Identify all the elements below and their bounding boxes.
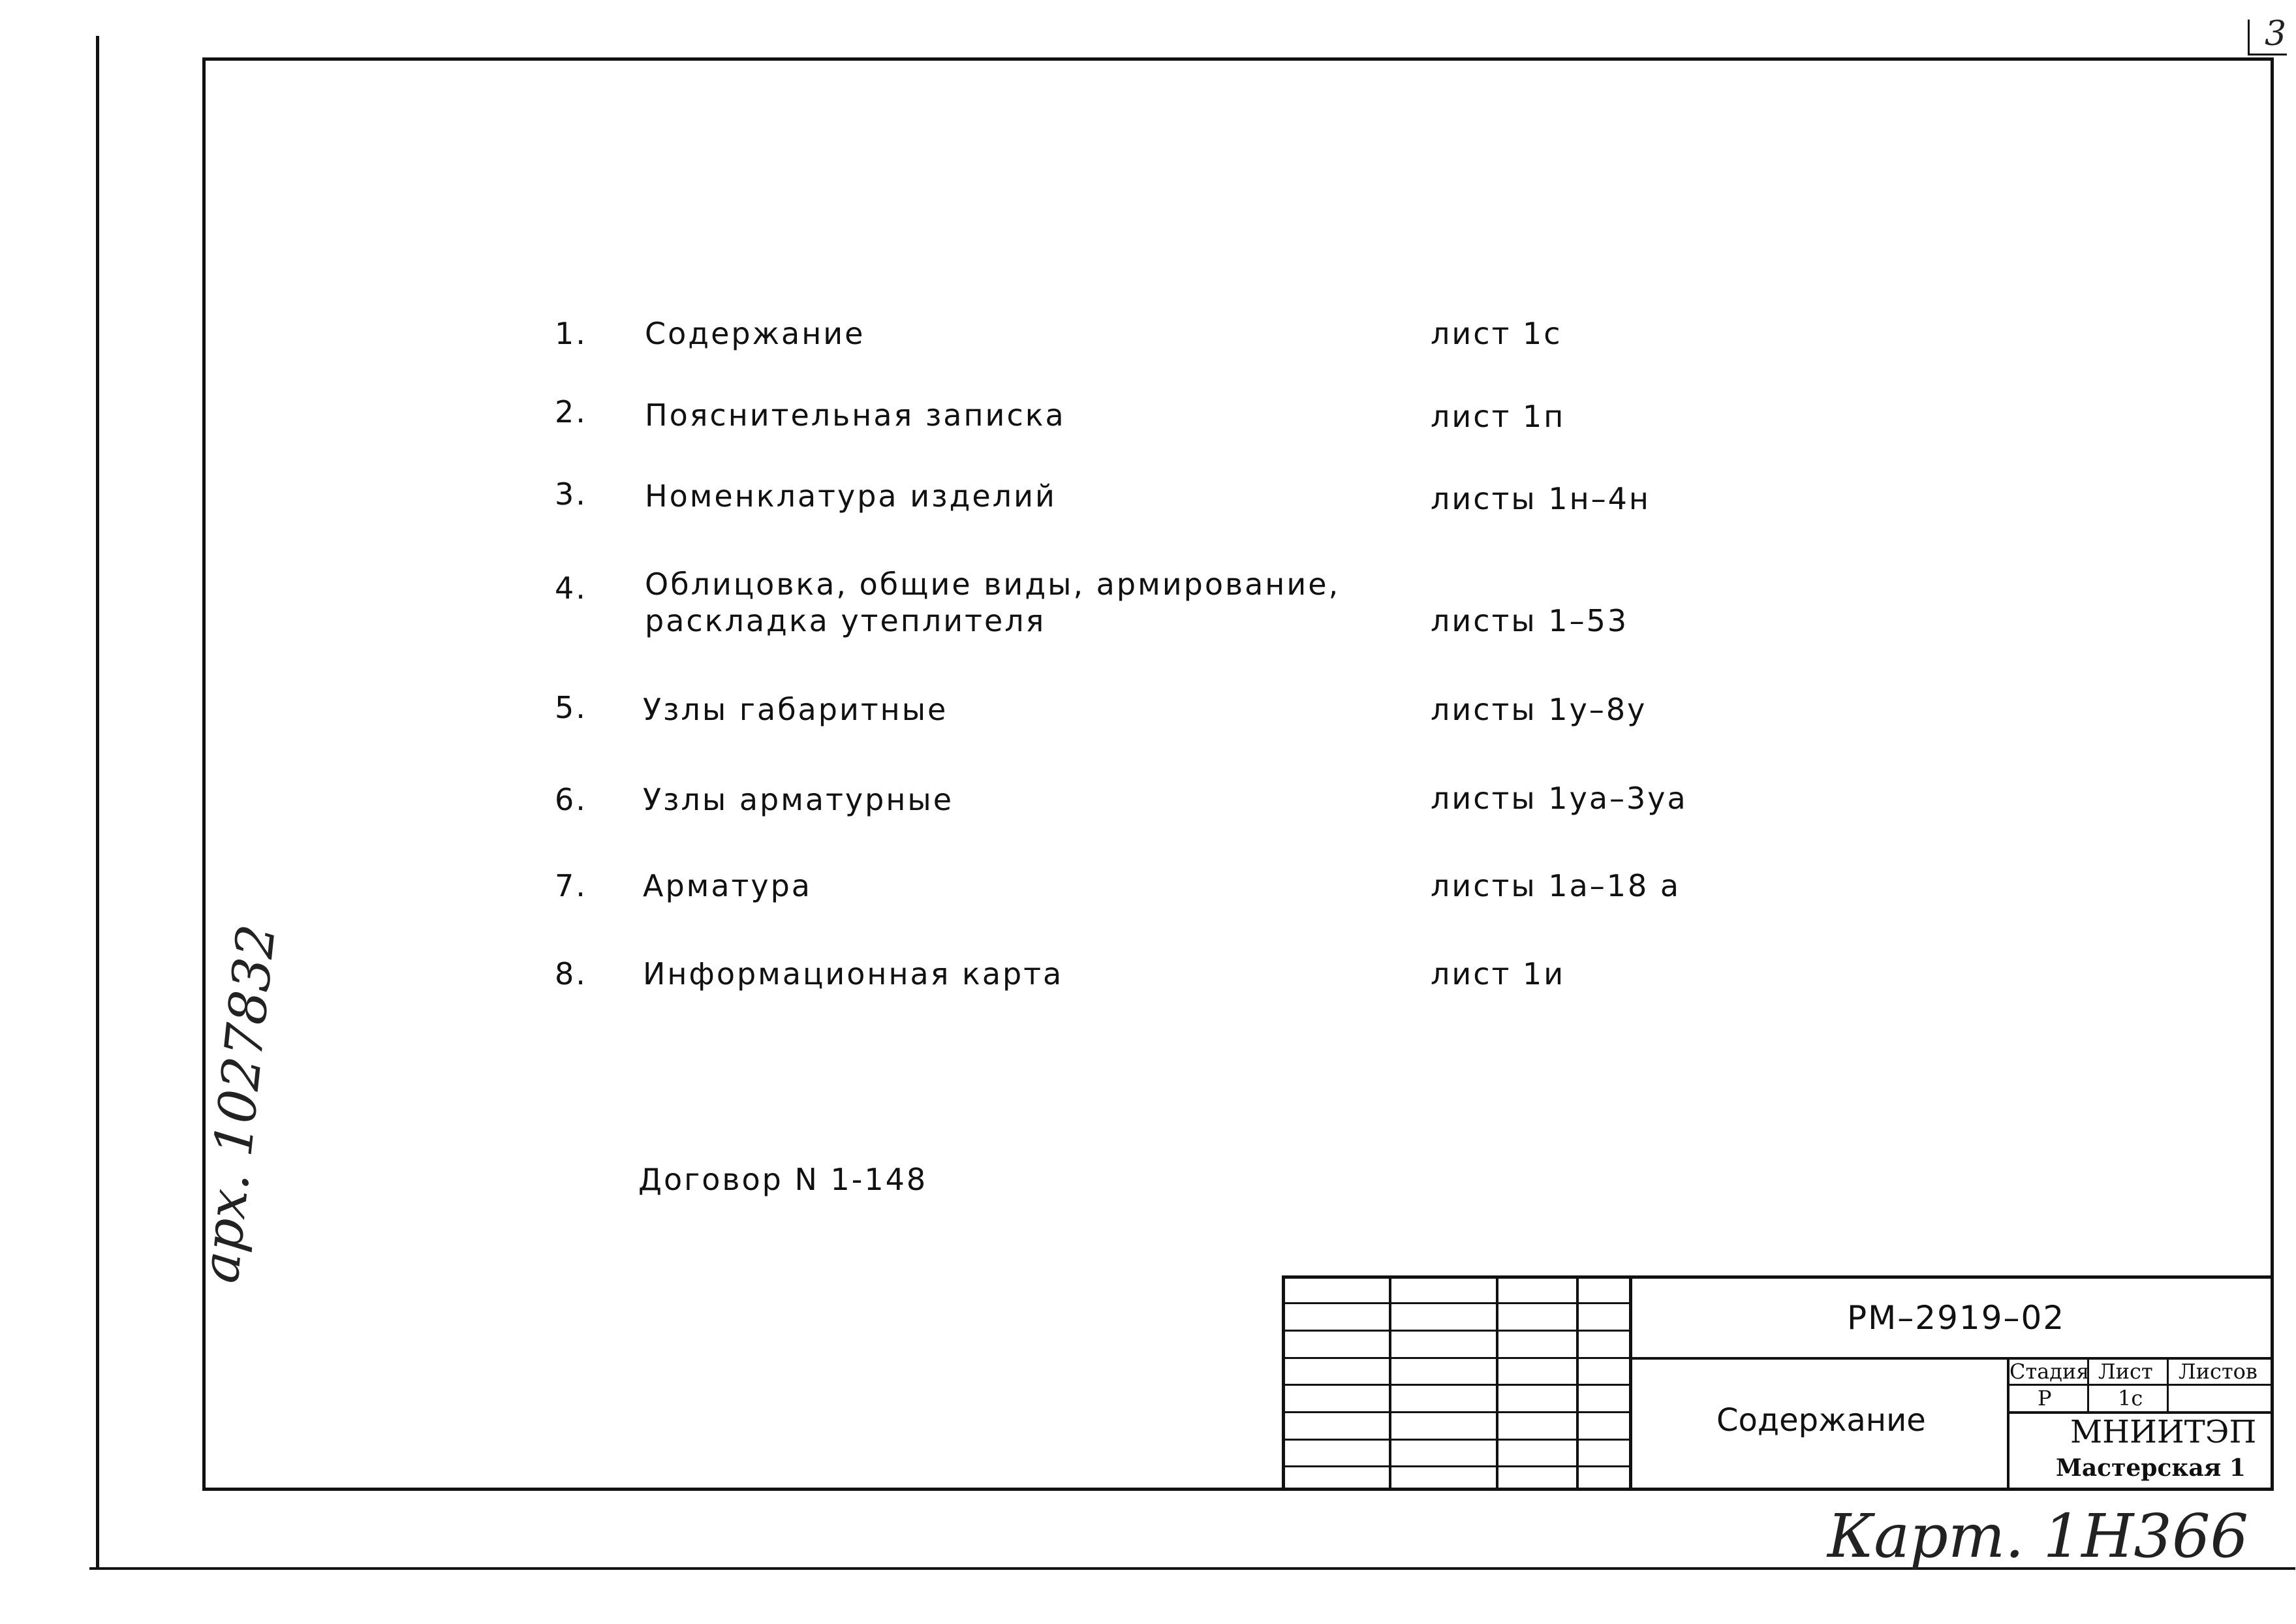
- contract-number: Договор N 1-148: [638, 1162, 928, 1197]
- stage-value: Р: [2038, 1386, 2052, 1411]
- toc-item-sheet: листы 1у–8у: [1431, 692, 1647, 727]
- toc-item-title: Номенклатура изделий: [645, 478, 1057, 514]
- sheet-value: 1с: [2118, 1386, 2143, 1411]
- toc-item-title: Узлы габаритные: [643, 692, 948, 727]
- toc-item-sheet: лист 1и: [1431, 956, 1566, 992]
- grid-hline: [1282, 1411, 1630, 1413]
- archive-note: арх. 1027832: [189, 921, 288, 1286]
- grid-vline: [1496, 1275, 1498, 1491]
- sheets-label: Листов: [2179, 1359, 2257, 1384]
- stage-col-line: [2167, 1357, 2169, 1413]
- toc-item-title: Пояснительная записка: [645, 398, 1066, 433]
- grid-vline: [1576, 1275, 1579, 1491]
- grid-hline: [1282, 1465, 1630, 1467]
- toc-item-number: 2.: [555, 394, 587, 429]
- toc-item-sheet: лист 1с: [1431, 316, 1562, 351]
- toc-item-title: Облицовка, общие виды, армирование,: [645, 567, 1341, 602]
- grid-hline: [1282, 1330, 1630, 1332]
- binding-line: [96, 36, 99, 1568]
- toc-item-title: Узлы арматурные: [643, 782, 954, 817]
- toc-item-sheet: листы 1уа–3уа: [1431, 781, 1688, 816]
- organization: МНИИТЭП: [2070, 1414, 2257, 1450]
- grid-vline: [1629, 1275, 1632, 1491]
- page-number: 3: [2265, 14, 2287, 54]
- toc-item-sheet: листы 1–53: [1431, 603, 1629, 638]
- sheet-title: Содержание: [1716, 1402, 1926, 1439]
- toc-item-title: Содержание: [645, 316, 865, 351]
- toc-item-title: Информационная карта: [643, 956, 1064, 992]
- code-divider: [1629, 1357, 2274, 1360]
- grid-hline: [1282, 1302, 1630, 1304]
- toc-item-number: 3.: [555, 476, 587, 512]
- sheet-label: Лист: [2098, 1359, 2153, 1384]
- grid-vline: [1389, 1275, 1391, 1491]
- toc-item-title: Арматура: [643, 868, 812, 903]
- toc-item-sheet: листы 1н–4н: [1431, 481, 1651, 516]
- document-code: РМ–2919–02: [1847, 1299, 2066, 1337]
- toc-item-number: 4.: [555, 570, 587, 606]
- department: Мастерская 1: [2056, 1454, 2246, 1482]
- grid-hline: [1282, 1357, 1630, 1359]
- toc-item-number: 7.: [555, 868, 587, 903]
- corner-tick-underline: [2248, 54, 2287, 55]
- toc-item-title-line2: раскладка утеплителя: [645, 603, 1046, 638]
- toc-item-sheet: листы 1а–18 а: [1431, 868, 1681, 903]
- toc-item-number: 8.: [555, 956, 587, 992]
- grid-hline: [1282, 1384, 1630, 1386]
- stage-label: Стадия: [2009, 1359, 2090, 1384]
- toc-item-number: 5.: [555, 690, 587, 725]
- toc-item-number: 6.: [555, 782, 587, 817]
- toc-item-sheet: лист 1п: [1431, 399, 1566, 434]
- card-number: Карт. 1Н366: [1827, 1501, 2249, 1571]
- toc-item-number: 1.: [555, 316, 587, 351]
- grid-hline: [1282, 1439, 1630, 1441]
- corner-tick: [2248, 20, 2250, 55]
